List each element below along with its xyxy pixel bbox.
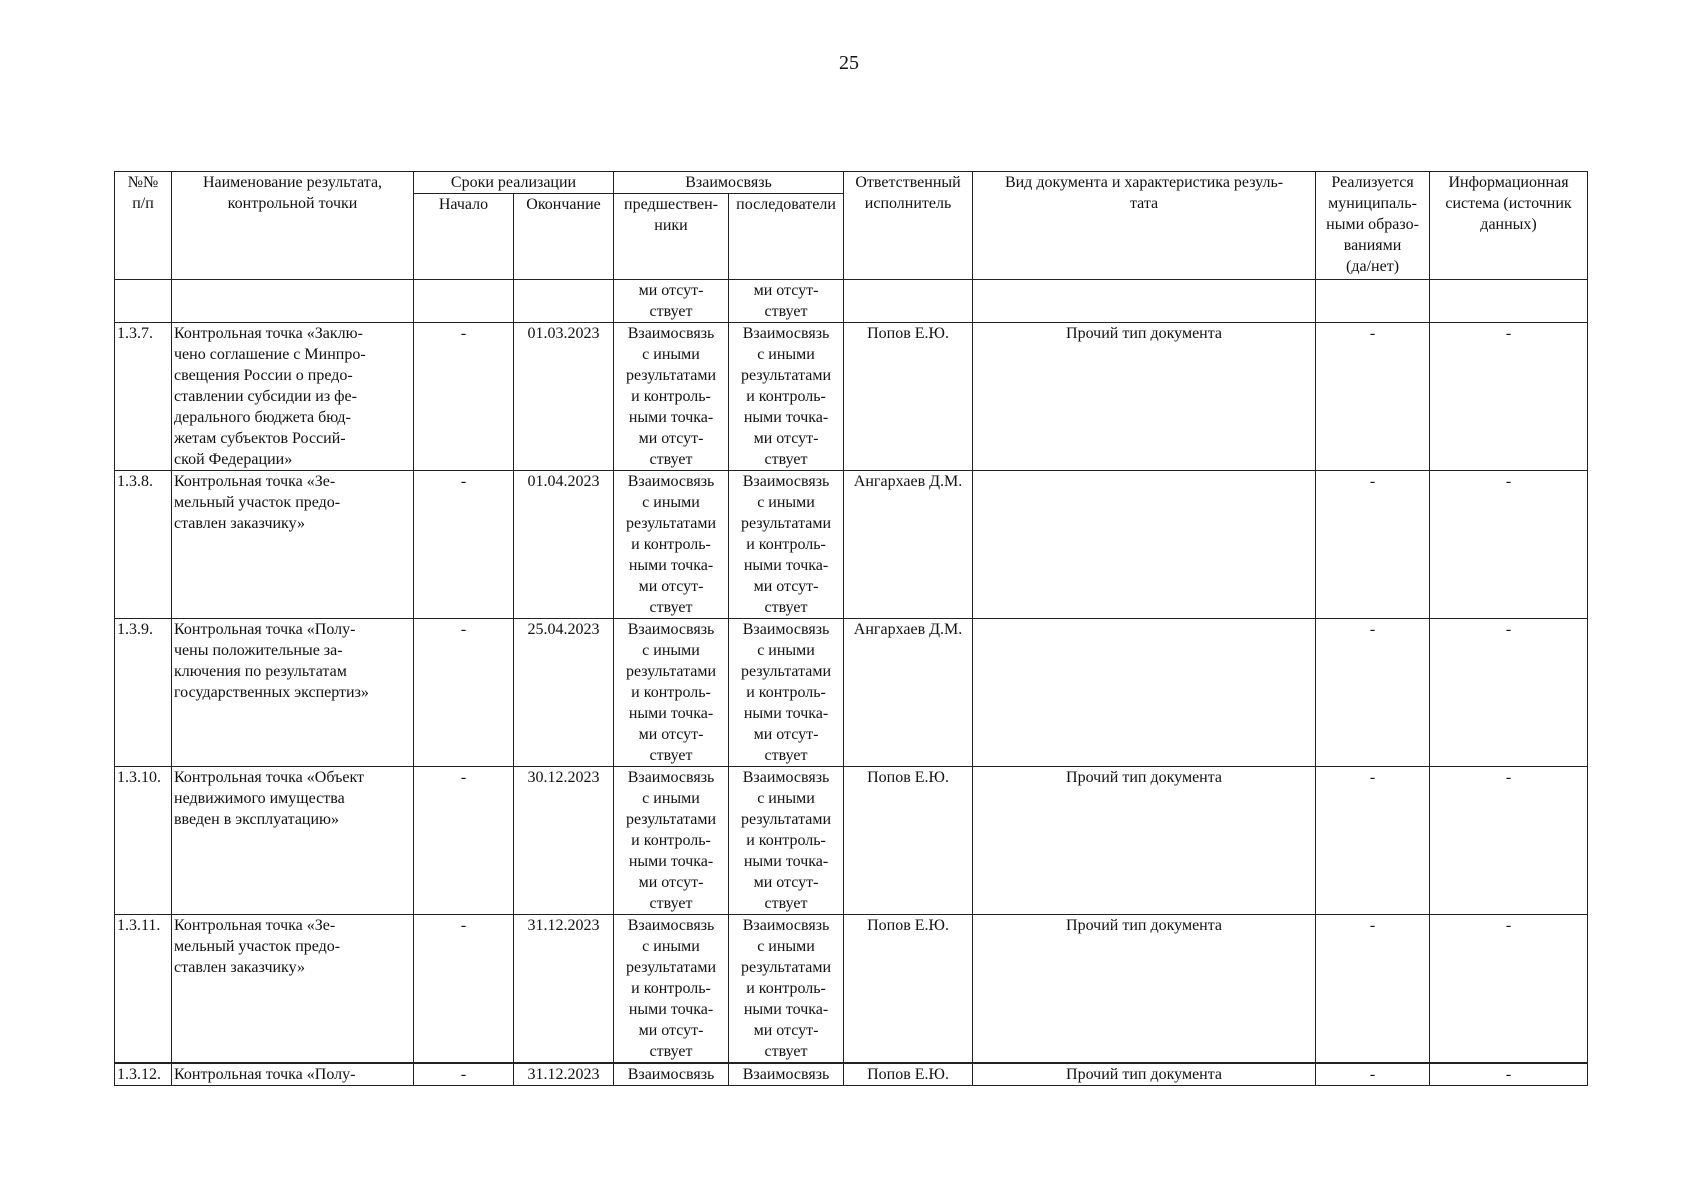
row-successors: ми отсут- ствует bbox=[729, 280, 844, 323]
table-row bbox=[115, 1063, 1588, 1086]
row-municipal: - bbox=[1316, 767, 1430, 915]
row-responsible: Попов Е.Ю. bbox=[844, 323, 973, 471]
row-municipal: - bbox=[1316, 1063, 1430, 1086]
header-number: №№ п/п bbox=[115, 172, 172, 280]
row-doc-type: Прочий тип документа bbox=[973, 323, 1316, 471]
row-responsible: Ангархаев Д.М. bbox=[844, 619, 973, 767]
row-info-system bbox=[1430, 280, 1588, 323]
row-end bbox=[514, 280, 614, 323]
row-info-system: - bbox=[1430, 471, 1588, 619]
header-relation: Взаимосвязь bbox=[614, 172, 844, 194]
table-row bbox=[115, 471, 1588, 619]
row-start: - bbox=[414, 1063, 514, 1086]
header-successors: последователи bbox=[729, 194, 844, 280]
row-info-system: - bbox=[1430, 915, 1588, 1064]
row-start: - bbox=[414, 619, 514, 767]
row-doc-type: Прочий тип документа bbox=[973, 767, 1316, 915]
header-doc-type: Вид документа и характеристика резуль- тата bbox=[973, 172, 1316, 280]
table-header-row bbox=[115, 172, 1588, 194]
row-number bbox=[115, 280, 172, 323]
row-end: 31.12.2023 bbox=[514, 1063, 614, 1086]
row-responsible: Попов Е.Ю. bbox=[844, 767, 973, 915]
row-municipal: - bbox=[1316, 915, 1430, 1064]
row-end: 01.04.2023 bbox=[514, 471, 614, 619]
row-predecessors: Взаимосвязь с иными результатами и контроль- ными точка- ми отсут- ствует bbox=[614, 619, 729, 767]
row-number: 1.3.10. bbox=[115, 767, 172, 915]
row-name bbox=[172, 280, 414, 323]
row-number: 1.3.8. bbox=[115, 471, 172, 619]
row-end: 25.04.2023 bbox=[514, 619, 614, 767]
row-successors: Взаимосвязь с иными результатами и контроль- ными точка- ми отсут- ствует bbox=[729, 471, 844, 619]
row-name: Контрольная точка «Зе- мельный участок предо- ставлен заказчику» bbox=[172, 471, 414, 619]
header-name: Наименование результата, контрольной точки bbox=[172, 172, 414, 280]
row-predecessors: Взаимосвязь с иными результатами и контроль- ными точка- ми отсут- ствует bbox=[614, 471, 729, 619]
row-info-system: - bbox=[1430, 323, 1588, 471]
row-predecessors: ми отсут- ствует bbox=[614, 280, 729, 323]
table-row bbox=[115, 767, 1588, 915]
row-municipal bbox=[1316, 280, 1430, 323]
row-name: Контрольная точка «Объект недвижимого имущества введен в эксплуатацию» bbox=[172, 767, 414, 915]
row-predecessors: Взаимосвязь с иными результатами и контроль- ными точка- ми отсут- ствует bbox=[614, 915, 729, 1064]
row-responsible: Попов Е.Ю. bbox=[844, 915, 973, 1064]
row-number: 1.3.7. bbox=[115, 323, 172, 471]
header-end: Окончание bbox=[514, 194, 614, 280]
header-info-system: Информационная система (источник данных) bbox=[1430, 172, 1588, 280]
row-doc-type bbox=[973, 619, 1316, 767]
row-successors: Взаимосвязь с иными результатами и контроль- ными точка- ми отсут- ствует bbox=[729, 915, 844, 1064]
row-doc-type bbox=[973, 280, 1316, 323]
row-name: Контрольная точка «Зе- мельный участок предо- ставлен заказчику» bbox=[172, 915, 414, 1064]
header-predecessors: предшествен- ники bbox=[614, 194, 729, 280]
row-name: Контрольная точка «Полу- чены положительные за- ключения по результатам государственных экспертиз» bbox=[172, 619, 414, 767]
header-start: Начало bbox=[414, 194, 514, 280]
carryover-row bbox=[115, 280, 1588, 323]
row-successors: Взаимосвязь с иными результатами и контроль- ными точка- ми отсут- ствует bbox=[729, 619, 844, 767]
row-end: 31.12.2023 bbox=[514, 915, 614, 1064]
row-start: - bbox=[414, 323, 514, 471]
row-municipal: - bbox=[1316, 619, 1430, 767]
control-points-table bbox=[114, 171, 1588, 1086]
row-predecessors: Взаимосвязь с иными результатами и контроль- ными точка- ми отсут- ствует bbox=[614, 767, 729, 915]
row-info-system: - bbox=[1430, 767, 1588, 915]
row-responsible: Попов Е.Ю. bbox=[844, 1063, 973, 1086]
row-successors: Взаимосвязь с иными результатами и контроль- ными точка- ми отсут- ствует bbox=[729, 767, 844, 915]
row-start: - bbox=[414, 915, 514, 1064]
row-municipal: - bbox=[1316, 471, 1430, 619]
row-info-system: - bbox=[1430, 1063, 1588, 1086]
row-predecessors: Взаимосвязь с иными результатами и контроль- ными точка- ми отсут- ствует bbox=[614, 323, 729, 471]
row-number: 1.3.9. bbox=[115, 619, 172, 767]
row-successors: Взаимосвязь bbox=[729, 1063, 844, 1086]
header-terms: Сроки реализации bbox=[414, 172, 614, 194]
row-responsible bbox=[844, 280, 973, 323]
row-end: 30.12.2023 bbox=[514, 767, 614, 915]
row-predecessors: Взаимосвязь bbox=[614, 1063, 729, 1086]
row-number: 1.3.11. bbox=[115, 915, 172, 1064]
row-start: - bbox=[414, 767, 514, 915]
table-row bbox=[115, 323, 1588, 471]
row-doc-type bbox=[973, 471, 1316, 619]
row-name: Контрольная точка «Полу- bbox=[172, 1063, 414, 1086]
row-successors: Взаимосвязь с иными результатами и контроль- ными точка- ми отсут- ствует bbox=[729, 323, 844, 471]
row-doc-type: Прочий тип документа bbox=[973, 1063, 1316, 1086]
table-row bbox=[115, 619, 1588, 767]
row-start bbox=[414, 280, 514, 323]
table-row bbox=[115, 915, 1588, 1064]
row-municipal: - bbox=[1316, 323, 1430, 471]
row-doc-type: Прочий тип документа bbox=[973, 915, 1316, 1064]
row-number: 1.3.12. bbox=[115, 1063, 172, 1086]
header-municipal: Реализуется муниципаль- ными образо- ваниями (да/нет) bbox=[1316, 172, 1430, 280]
page-number: 25 bbox=[839, 52, 859, 74]
row-info-system: - bbox=[1430, 619, 1588, 767]
row-name: Контрольная точка «Заклю- чено соглашение с Минпро- свещения России о предо- ставлении субсидии из фе- дерального бюджета бюд- жетам субъектов Россий- ской Федерации» bbox=[172, 323, 414, 471]
row-responsible: Ангархаев Д.М. bbox=[844, 471, 973, 619]
row-start: - bbox=[414, 471, 514, 619]
header-responsible: Ответственный исполнитель bbox=[844, 172, 973, 280]
row-end: 01.03.2023 bbox=[514, 323, 614, 471]
